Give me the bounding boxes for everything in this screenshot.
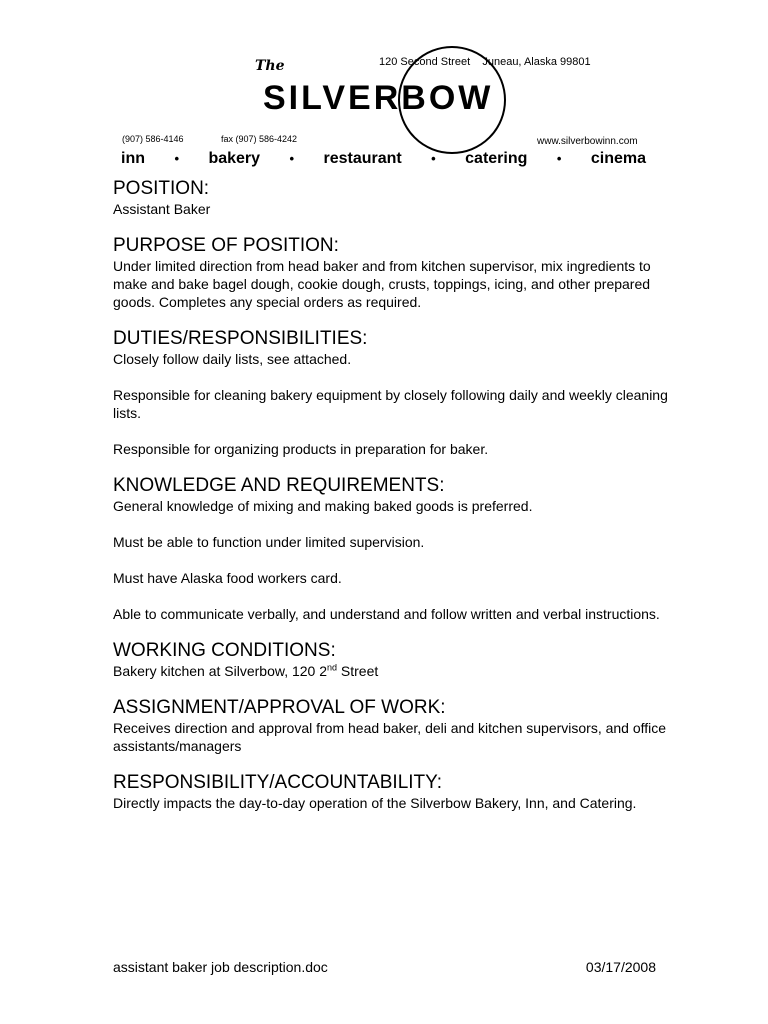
job-description-body <box>113 178 673 829</box>
section-duties <box>113 328 673 458</box>
section-knowledge <box>113 475 673 623</box>
section-working-conditions <box>113 640 673 680</box>
section-text: Receives direction and approval from head baker, deli and kitchen supervisors, and office assistants/managers <box>113 720 667 754</box>
section-text: Directly impacts the day-to-day operation of the Silverbow Bakery, Inn, and Catering. <box>113 795 637 811</box>
logo-the: The <box>255 58 285 74</box>
footer-filename: assistant baker job description.doc <box>113 959 328 975</box>
section-position <box>113 178 673 218</box>
section-assignment <box>113 697 673 755</box>
section-heading: ASSIGNMENT/APPROVAL OF WORK: <box>113 697 446 718</box>
website: www.silverbowinn.com <box>537 136 638 147</box>
section-text <box>113 662 673 680</box>
section-heading: KNOWLEDGE AND REQUIREMENTS: <box>113 475 445 496</box>
requirement-item: General knowledge of mixing and making baked goods is preferred. <box>113 498 533 514</box>
duty-item: Closely follow daily lists, see attached. <box>113 351 352 367</box>
bullet-separator: • <box>174 151 179 166</box>
section-heading: POSITION: <box>113 178 210 199</box>
duty-item: Responsible for organizing products in preparation for baker. <box>113 441 489 457</box>
ordinal-suffix: nd <box>327 662 338 673</box>
section-heading: DUTIES/RESPONSIBILITIES: <box>113 328 368 349</box>
requirement-item: Must have Alaska food workers card. <box>113 570 342 586</box>
phone: (907) 586-4146 <box>122 134 184 144</box>
service-restaurant: restaurant <box>323 150 402 167</box>
duty-item: Responsible for cleaning bakery equipment by closely following daily and weekly cleaning lists. <box>113 387 668 421</box>
logo-name: SILVERBOW <box>263 79 494 117</box>
service-cinema: cinema <box>590 150 646 167</box>
page-footer <box>113 959 656 975</box>
section-responsibility <box>113 772 673 812</box>
letterhead <box>0 0 768 180</box>
section-text: Assistant Baker <box>113 201 211 217</box>
working-text-end: Street <box>337 663 379 679</box>
service-bakery: bakery <box>208 150 261 167</box>
bullet-separator: • <box>556 151 562 166</box>
section-heading: PURPOSE OF POSITION: <box>113 235 339 256</box>
services-line <box>121 150 646 168</box>
bullet-separator: • <box>289 151 295 166</box>
requirement-item: Able to communicate verbally, and understand and follow written and verbal instructions. <box>113 606 660 622</box>
bullet-separator: • <box>431 151 436 166</box>
service-catering: catering <box>465 150 528 167</box>
section-heading: WORKING CONDITIONS: <box>113 640 336 661</box>
working-text-start: Bakery kitchen at Silverbow, 120 2 <box>113 663 328 679</box>
fax: fax (907) 586-4242 <box>221 134 298 144</box>
section-text: Under limited direction from head baker and from kitchen supervisor, mix ingredients to make and bake bagel dough, cookie dough, crusts, toppings, icing, and other prepared goods. Completes any special orders as required. <box>113 258 651 310</box>
section-heading: RESPONSIBILITY/ACCOUNTABILITY: <box>113 772 443 793</box>
section-purpose <box>113 235 673 311</box>
requirement-item: Must be able to function under limited supervision. <box>113 534 425 550</box>
address: 120 Second Street Juneau, Alaska 99801 <box>379 56 591 68</box>
service-inn: inn <box>121 150 145 167</box>
footer-date: 03/17/2008 <box>585 959 656 975</box>
